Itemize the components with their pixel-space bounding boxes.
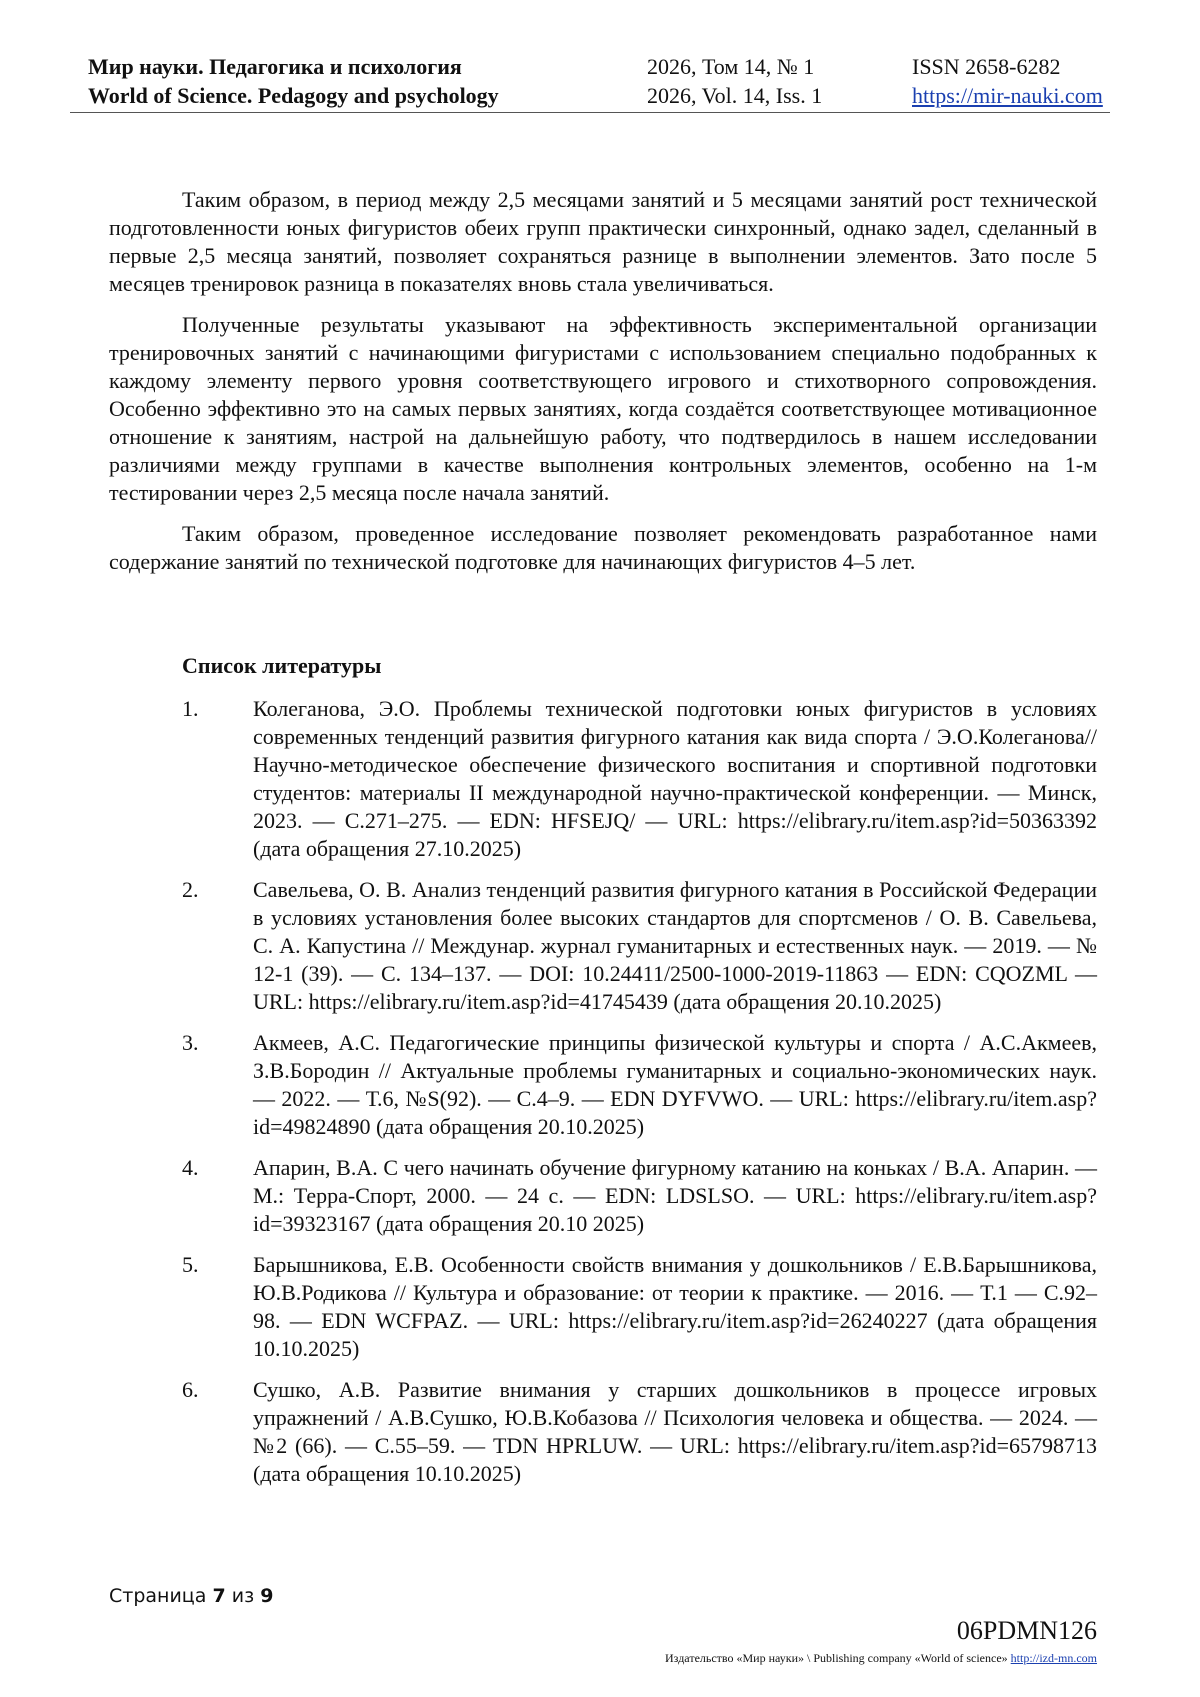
publisher-text: Издательство «Мир науки» \ Publishing company «World of science» — [665, 1651, 1008, 1665]
paragraph: Таким образом, проведенное исследование позволяет рекомендовать разработанное нами содержание занятий по технической подготовке для начинающих фигуристов 4–5 лет. — [109, 521, 1097, 574]
issue-en: 2026, Vol. 14, Iss. 1 — [647, 83, 823, 108]
reference-text: Апарин, В.А. С чего начинать обучение фигурному катанию на коньках / В.А. Апарин. — М.: Терра-Спорт, 2000. — 24 с. — EDN: LDSLSO. — URL: https://elibrary.ru/item.asp?id=39323167 (дата обращения 20.10 2025) — [253, 1155, 1097, 1236]
reference-number: 2. — [182, 877, 199, 902]
reference-text: Сушко, А.В. Развитие внимания у старших дошкольников в процессе игровых упражнений / А.В.Сушко, Ю.В.Кобазова // Психология человека и общества. — 2024. — №2 (66). — С.55–59. — TDN HPRLUW. — URL: https://elibrary.ru/item.asp?id=65798713 (дата обращения 10.10.2025) — [253, 1377, 1097, 1486]
issue-block — [647, 52, 822, 110]
reference-text: Колеганова, Э.О. Проблемы технической подготовки юных фигуристов в условиях современных тенденций развития фигурного катания как вида спорта / Э.О.Колеганова// Научно-методическое обеспечение физического воспитания и спортивной подготовки студентов: материалы II международной научно-практической конференции. — Минск, 2023. — С.271–275. — EDN: HFSEJQ/ — URL: https://elibrary.ru/item.asp?id=50363392 (дата обращения 27.10.2025) — [253, 696, 1097, 861]
publisher-link[interactable]: http://izd-mn.com — [1010, 1651, 1097, 1665]
journal-title-ru: Мир науки. Педагогика и психология — [88, 54, 462, 79]
article-body — [109, 186, 1097, 589]
reference-item — [182, 876, 1097, 1016]
paragraph: Полученные результаты указывают на эффективность экспериментальной организации тренировочных занятий с начинающими фигуристами с использованием специально подобранных к каждому элементу первого уровня соответствующего игрового и стихотворного сопровождения. Особенно эффективно это на самых первых занятиях, когда создаётся соответствующее мотивационное отношение к занятиям, настрой на дальнейшую работу, что подтвердилось в нашем исследовании различиями между группами в качестве выполнения контрольных элементов, особенно на 1-м тестировании через 2,5 месяца после начала занятий. — [109, 312, 1097, 505]
reference-number: 5. — [182, 1252, 199, 1277]
page-of: из — [231, 1585, 255, 1607]
reference-item — [182, 1376, 1097, 1488]
reference-text: Акмеев, А.С. Педагогические принципы физической культуры и спорта / А.С.Акмеев, З.В.Бородин // Актуальные проблемы гуманитарных и социально-экономических наук. — 2022. — Т.6, №S(92). — С.4–9. — EDN DYFVWO. — URL: https://elibrary.ru/item.asp?id=49824890 (дата обращения 20.10.2025) — [253, 1030, 1097, 1139]
article-code: 06PDMN126 — [956, 1616, 1097, 1645]
reference-item — [182, 1251, 1097, 1363]
reference-item — [182, 1154, 1097, 1238]
reference-number: 3. — [182, 1030, 199, 1055]
issn: ISSN 2658-6282 — [912, 54, 1061, 79]
page-current: 7 — [212, 1585, 226, 1607]
journal-title-en: World of Science. Pedagogy and psychology — [88, 83, 499, 108]
paragraph: Таким образом, в период между 2,5 месяцами занятий и 5 месяцами занятий рост технической подготовленности юных фигуристов обеих групп практически синхронный, однако задел, сделанный в первые 2,5 месяца занятий, позволяет сохраняться разнице в выполнении элементов. Зато после 5 месяцев тренировок разница в показателях вновь стала увеличиваться. — [109, 187, 1097, 296]
references-title: Список литературы — [182, 653, 382, 678]
reference-number: 6. — [182, 1377, 199, 1402]
reference-item — [182, 695, 1097, 863]
page-label: Страница — [109, 1585, 207, 1607]
reference-text: Савельева, О. В. Анализ тенденций развития фигурного катания в Российской Федерации в условиях установления более высоких стандартов для спортсменов / О. В. Савельева, С. А. Капустина // Междунар. журнал гуманитарных и естественных наук. — 2019. — № 12-1 (39). — С. 134–137. — DOI: 10.24411/2500-1000-2019-11863 — EDN: CQOZML — URL: https://elibrary.ru/item.asp?id=41745439 (дата обращения 20.10.2025) — [253, 877, 1097, 1014]
reference-number: 1. — [182, 696, 199, 721]
issn-block — [912, 52, 1103, 110]
journal-title-block — [88, 52, 499, 110]
references-list — [182, 695, 1097, 1501]
reference-item — [182, 1029, 1097, 1141]
issue-ru: 2026, Том 14, № 1 — [647, 54, 815, 79]
reference-text: Барышникова, Е.В. Особенности свойств внимания у дошкольников / Е.В.Барышникова, Ю.В.Родикова // Культура и образование: от теории к практике. — 2016. — Т.1 — С.92–98. — EDN WCFPAZ. — URL: https://elibrary.ru/item.asp?id=26240227 (дата обращения 10.10.2025) — [253, 1252, 1097, 1361]
page-counter — [109, 1585, 273, 1607]
publisher-line — [665, 1651, 1097, 1666]
journal-site-link[interactable]: https://mir-nauki.com — [912, 83, 1103, 108]
journal-header — [70, 50, 1110, 113]
reference-number: 4. — [182, 1155, 199, 1180]
page-total: 9 — [260, 1585, 274, 1607]
